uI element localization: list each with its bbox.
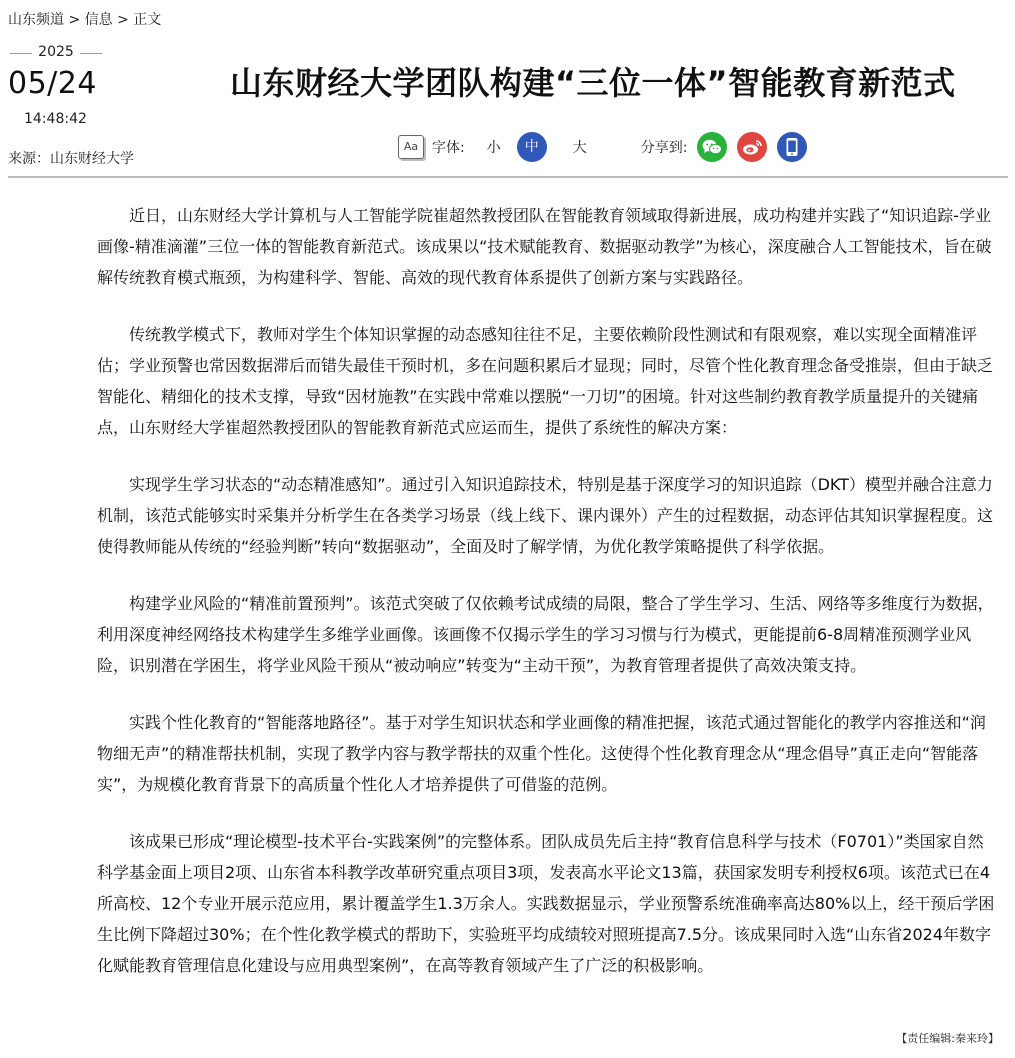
responsible-editor: 【责任编辑:秦来玲】: [896, 1032, 999, 1045]
font-size-label: 字体:: [432, 140, 465, 156]
article-toolbar: [398, 132, 817, 162]
article-source: 来源：山东财经大学: [8, 151, 134, 167]
article-paragraph: 实践个性化教育的“智能落地路径”。基于对学生知识状态和学业画像的精准把握，该范式通过智能化的教学内容推送和“润物细无声”的精准帮扶机制，实现了教学内容与教学帮扶的双重个性化。这使得个性化教育理念从“理念倡导”真正走向“智能落实”，为规模化教育背景下的高质量个性化人才培养提供了可借鉴的范例。: [97, 713, 986, 794]
weibo-icon[interactable]: [737, 132, 767, 162]
font-size-medium-button[interactable]: 中: [517, 132, 547, 162]
publish-time: 14:48:42: [24, 111, 87, 127]
breadcrumb[interactable]: 山东频道 > 信息 > 正文: [8, 12, 162, 28]
article-paragraph: 近日，山东财经大学计算机与人工智能学院崔超然教授团队在智能教育领域取得新进展，成功构建并实践了“知识追踪-学业画像-精准滴灌”三位一体的智能教育新范式。该成果以“技术赋能教育、数据驱动教学”为核心，深度融合人工智能技术，旨在破解传统教育模式瓶颈，为构建科学、智能、高效的现代教育体系提供了创新方案与实践路径。: [97, 206, 992, 287]
article-body: [97, 200, 997, 1007]
font-size-small-button[interactable]: 小: [486, 140, 501, 156]
article-paragraph: 传统教学模式下，教师对学生个体知识掌握的动态感知往往不足，主要依赖阶段性测试和有限观察，难以实现全面精准评估；学业预警也常因数据滞后而错失最佳干预时机，多在问题积累后才显现；同时，尽管个性化教育理念备受推崇，但由于缺乏智能化、精细化的技术支撑，导致“因材施教”在实践中常难以摆脱“一刀切”的困境。针对这些制约教育教学质量提升的关键痛点，山东财经大学崔超然教授团队的智能教育新范式应运而生，提供了系统性的解决方案：: [97, 325, 994, 437]
publish-date: [8, 44, 118, 127]
aa-icon: Aa: [398, 135, 424, 159]
article-paragraph: 构建学业风险的“精准前置预判”。该范式突破了仅依赖考试成绩的局限，整合了学生学习、生活、网络等多维度行为数据，利用深度神经网络技术构建学生多维学业画像。该画像不仅揭示学生的学习习惯与行为模式，更能提前6-8周精准预测学业风险，识别潜在学困生，将学业风险干预从“被动响应”转变为“主动干预”，为教育管理者提供了高效决策支持。: [97, 594, 994, 675]
wechat-icon[interactable]: [697, 132, 727, 162]
article-paragraph: 实现学生学习状态的“动态精准感知”。通过引入知识追踪技术，特别是基于深度学习的知识追踪（DKT）模型并融合注意力机制，该范式能够实时采集并分析学生在各类学习场景（线上线下、课内课外）产生的过程数据，动态评估其知识掌握程度。这使得教师能从传统的“经验判断”转向“数据驱动”，全面及时了解学情，为优化教学策略提供了科学依据。: [97, 475, 994, 556]
publish-year: 2025: [8, 44, 104, 60]
font-size-large-button[interactable]: 大: [572, 140, 587, 156]
page-title: 山东财经大学团队构建“三位一体”智能教育新范式: [230, 64, 956, 102]
share-label: 分享到:: [640, 140, 688, 156]
header-divider: [8, 176, 1008, 178]
phone-icon[interactable]: [777, 132, 807, 162]
article-paragraph: 该成果已形成“理论模型-技术平台-实践案例”的完整体系。团队成员先后主持“教育信息科学与技术（F0701）”类国家自然科学基金面上项目2项、山东省本科教学改革研究重点项目3项，发表高水平论文13篇，获国家发明专利授权6项。该范式已在4所高校、12个专业开展示范应用，累计覆盖学生1.3万余人。实践数据显示，学业预警系统准确率高达80%以上，经干预后学困生比例下降超过30%；在个性化教学模式的帮助下，实验班平均成绩较对照班提高7.5分。该成果同时入选“山东省2024年数字化赋能教育管理信息化建设与应用典型案例”，在高等教育领域产生了广泛的积极影响。: [97, 832, 995, 975]
publish-day: 05/24: [8, 66, 97, 101]
